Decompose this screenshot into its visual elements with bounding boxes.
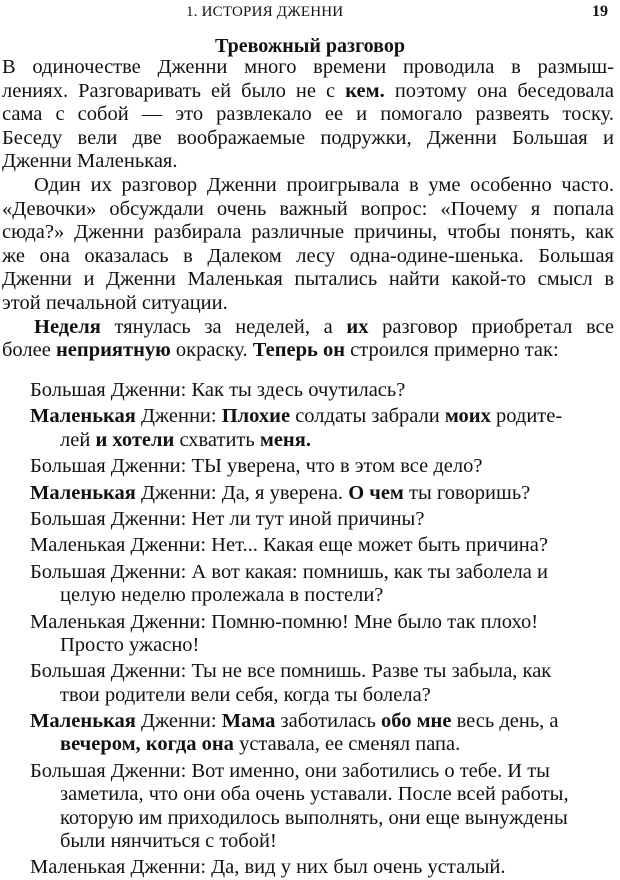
text-run: Один их разговор Дженни проигрывала в уме особенно часто. (34, 173, 614, 196)
text-run: лениях. Разговаривать ей было не с (2, 79, 346, 102)
text-run: ты говоришь? (403, 481, 531, 504)
text-line (2, 56, 614, 80)
text-run: Большая Дженни: Нет ли тут иной причины? (30, 507, 425, 530)
dialogue-line (30, 379, 590, 402)
dialogue-line (30, 807, 590, 830)
text-run: заметила, что они оба очень уставали. После всей работы, (60, 783, 569, 806)
body-text (2, 56, 614, 363)
text-line (2, 221, 614, 245)
text-run: В одиночестве Дженни много времени проводила в размыш- (2, 56, 614, 78)
text-run: Большая Дженни: Вот именно, они заботились о тебе. И ты (30, 759, 550, 782)
paragraph (2, 174, 614, 316)
dialogue-turn (30, 508, 590, 531)
bold-run: Теперь он (252, 339, 346, 362)
dialogue-line (30, 856, 590, 879)
text-run: разговор приобретал все (368, 315, 614, 338)
text-line (2, 245, 614, 269)
text-run: Просто ужасно! (60, 633, 200, 656)
text-line (2, 339, 614, 363)
text-line (2, 150, 614, 174)
bold-run: моих (444, 405, 491, 428)
paragraph (2, 56, 614, 174)
text-run: целую неделю пролежала в постели? (60, 584, 384, 607)
text-run: Дженни и Дженни Маленькая пытались найти какой-то смысл в (2, 268, 614, 291)
dialogue-turn (30, 660, 590, 707)
text-run: Большая Дженни: Ты не все помнишь. Разве ты забыла, как (30, 660, 552, 683)
bold-run: Маленькая (30, 405, 136, 428)
text-line (2, 174, 614, 198)
text-run: сама с собой — это развлекало ее и помогало развеять тоску. (2, 103, 614, 126)
chapter-title: 1. ИСТОРИЯ ДЖЕННИ (186, 4, 344, 20)
dialogue-line (30, 783, 590, 806)
text-run: Дженни: (135, 710, 222, 733)
text-run: сюда?» Дженни разбирала различные причины, чтобы понять, как (2, 221, 614, 244)
dialogue-line (30, 611, 590, 634)
bold-run: и хотели (95, 428, 175, 451)
dialogue-turn (30, 379, 590, 402)
bold-run: Маленькая (30, 710, 136, 733)
dialogue-turn (30, 482, 590, 505)
text-line (2, 127, 614, 151)
bold-run: обо мне (380, 710, 452, 733)
bold-run: Плохие (221, 405, 291, 428)
text-run: «Девочки» обсуждали очень важный вопрос: «Почему я попала (2, 197, 614, 220)
bold-run: Маленькая (30, 481, 136, 504)
bold-run: неприятную (55, 339, 171, 362)
text-run: более (2, 339, 56, 362)
text-run: Дженни Маленькая. (2, 150, 178, 173)
text-line (2, 80, 614, 104)
dialogue-turn (30, 561, 590, 608)
section-title: Тревожный разговор (215, 35, 405, 57)
dialogue-turn (30, 710, 590, 757)
dialogue-turn (30, 760, 590, 854)
dialogue-line (30, 429, 590, 452)
text-run: Маленькая Дженни: Да, вид у них был очень усталый. (30, 856, 506, 879)
text-run: этой печальной ситуации. (2, 291, 228, 314)
text-run: Большая Дженни: ТЫ уверена, что в этом все дело? (30, 455, 483, 478)
dialogue-line (30, 455, 590, 478)
text-run: Беседу вели две воображаемые подружки, Дженни Большая и (2, 126, 614, 149)
dialogue-line (30, 584, 590, 607)
bold-run: меня. (259, 428, 311, 451)
running-head (0, 2, 620, 22)
dialogue-line (30, 634, 590, 657)
text-run: Маленькая Дженни: Помню-помню! Мне было так плохо! (30, 610, 539, 633)
text-run: окраску. (170, 339, 253, 362)
dialogue-turn (30, 455, 590, 478)
dialogue-turn (30, 534, 590, 557)
text-run: Большая Дженни: Как ты здесь очутилась? (30, 379, 406, 401)
dialogue-line (30, 660, 590, 683)
text-run: были нянчиться с тобой! (60, 830, 277, 853)
dialogue-line (30, 684, 590, 707)
text-run: Маленькая Дженни: Нет... Какая еще может быть причина? (30, 534, 548, 557)
text-run: заботилась (275, 710, 381, 733)
dialogue-turn (30, 856, 590, 879)
text-run: строился примерно так: (345, 339, 559, 362)
dialogue-line (30, 534, 590, 557)
dialogue-line (30, 733, 590, 756)
dialogue-line (30, 561, 590, 584)
bold-run: вечером, когда она (60, 733, 234, 756)
text-run: Дженни: Да, я уверена. (135, 481, 349, 504)
bold-run: их (346, 315, 369, 338)
text-line (2, 103, 614, 127)
text-run: поэтому она беседовала (384, 79, 614, 102)
text-run: лей (60, 428, 96, 451)
text-run: родите- (490, 405, 563, 428)
dialogue-line (30, 830, 590, 853)
dialogue-block (30, 379, 590, 880)
dialogue-line (30, 508, 590, 531)
text-run: тянулась за неделей, а (100, 315, 347, 338)
text-line (2, 292, 614, 316)
dialogue-line (30, 482, 590, 505)
text-run: которую им приходилось выполнять, они еще вынуждены (60, 806, 568, 829)
text-run: весь день, а (451, 710, 559, 733)
bold-run: О чем (348, 481, 404, 504)
page-number: 19 (592, 3, 608, 20)
text-line (2, 316, 614, 340)
text-run: Большая Дженни: А вот какая: помнишь, как ты заболела и (30, 560, 548, 583)
text-run: уставала, ее сменял папа. (233, 733, 461, 756)
bold-run: Неделя (34, 315, 101, 338)
text-run: схватить (174, 428, 260, 451)
dialogue-line (30, 760, 590, 783)
dialogue-turn (30, 611, 590, 658)
text-line (2, 268, 614, 292)
dialogue-line (30, 710, 590, 733)
text-run: же она оказалась в Далеком лесу одна-одине-шенька. Большая (2, 244, 614, 267)
text-run: твои родители вели себя, когда ты болела? (60, 683, 431, 706)
dialogue-line (30, 405, 590, 428)
dialogue-turn (30, 405, 590, 452)
text-run: солдаты забрали (290, 405, 445, 428)
bold-run: Мама (221, 710, 276, 733)
text-run: Дженни: (135, 405, 222, 428)
bold-run: кем. (345, 79, 385, 102)
text-line (2, 198, 614, 222)
paragraph (2, 316, 614, 363)
